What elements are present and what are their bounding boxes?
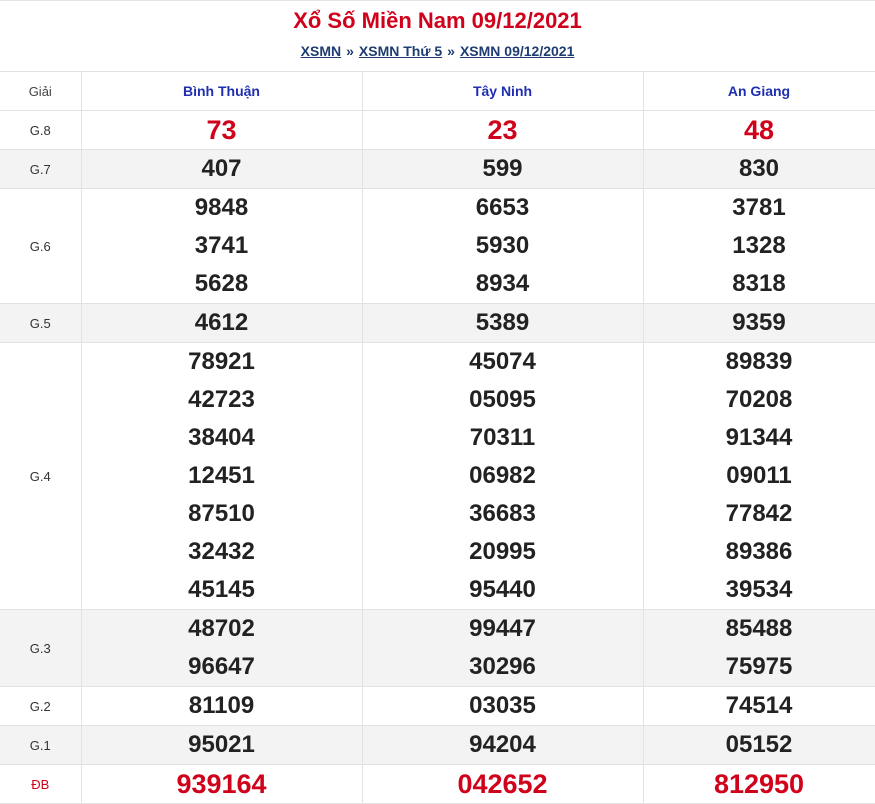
page-title: Xổ Số Miền Nam 09/12/2021 (293, 8, 582, 33)
prize-row (0, 343, 875, 610)
prize-number: 99447 (469, 615, 536, 642)
prize-number: 48 (743, 115, 775, 145)
prize-number: 70208 (725, 386, 793, 413)
prize-number: 85488 (725, 615, 793, 642)
prize-cell (81, 304, 362, 343)
prize-number: 9848 (194, 194, 249, 221)
prize-number: 1328 (732, 232, 786, 259)
prize-cell (81, 343, 362, 610)
prize-table-body (0, 111, 875, 804)
prize-cell (643, 610, 875, 687)
prize-number: 12451 (188, 462, 255, 489)
prize-number: 74514 (725, 692, 793, 719)
prize-column-header: Giải (0, 72, 81, 111)
prize-cell (643, 189, 875, 304)
prize-number: 32432 (188, 538, 255, 565)
prize-cell (81, 765, 362, 804)
prize-row (0, 726, 875, 765)
prize-number: 5930 (475, 232, 530, 259)
province-header-tay-ninh[interactable]: Tây Ninh (362, 72, 643, 111)
table-header-row (0, 72, 875, 111)
results-table (0, 71, 875, 804)
prize-number: 89839 (725, 348, 793, 375)
prize-cell (81, 111, 362, 150)
prize-cell (81, 189, 362, 304)
prize-cell (81, 687, 362, 726)
prize-cell (643, 765, 875, 804)
prize-label: G.8 (0, 111, 81, 150)
prize-row (0, 111, 875, 150)
prize-number: 78921 (188, 348, 255, 375)
prize-number: 94204 (469, 731, 536, 758)
prize-number: 87510 (188, 500, 255, 527)
breadcrumb-separator: » (447, 43, 455, 59)
prize-number: 30296 (469, 653, 536, 680)
prize-row (0, 610, 875, 687)
prize-cell (643, 726, 875, 765)
prize-cell (643, 343, 875, 610)
prize-label: G.5 (0, 304, 81, 343)
prize-row (0, 687, 875, 726)
prize-number: 70311 (469, 424, 536, 451)
prize-number: 042652 (457, 769, 548, 799)
prize-row (0, 189, 875, 304)
prize-number: 05152 (725, 731, 793, 758)
prize-number: 599 (482, 155, 523, 182)
prize-cell (643, 687, 875, 726)
prize-label: G.6 (0, 189, 81, 304)
prize-number: 45074 (469, 348, 536, 375)
prize-number: 939164 (176, 769, 267, 799)
prize-cell (362, 189, 643, 304)
province-header-an-giang[interactable]: An Giang (643, 72, 875, 111)
prize-number: 812950 (713, 769, 805, 799)
prize-cell (81, 610, 362, 687)
prize-number: 42723 (188, 386, 255, 413)
prize-cell (643, 150, 875, 189)
prize-label: G.7 (0, 150, 81, 189)
prize-number: 5389 (475, 309, 530, 336)
prize-number: 06982 (469, 462, 536, 489)
prize-cell (362, 610, 643, 687)
prize-row (0, 765, 875, 804)
prize-number: 36683 (469, 500, 536, 527)
prize-row (0, 304, 875, 343)
prize-number: 6653 (475, 194, 530, 221)
breadcrumb-link-xsmn-thu5[interactable]: XSMN Thứ 5 (358, 43, 443, 59)
prize-number: 830 (738, 155, 780, 182)
prize-cell (643, 111, 875, 150)
prize-label: G.4 (0, 343, 81, 610)
prize-cell (362, 765, 643, 804)
prize-number: 9359 (732, 309, 786, 336)
prize-number: 73 (206, 115, 237, 145)
prize-number: 48702 (188, 615, 255, 642)
breadcrumb-separator: » (346, 43, 354, 59)
prize-cell (362, 726, 643, 765)
prize-number: 03035 (469, 692, 536, 719)
prize-number: 4612 (194, 309, 249, 336)
prize-cell (362, 343, 643, 610)
prize-cell (362, 687, 643, 726)
prize-number: 8934 (475, 270, 530, 297)
prize-row (0, 150, 875, 189)
prize-number: 77842 (725, 500, 793, 527)
breadcrumb-link-xsmn-date[interactable]: XSMN 09/12/2021 (459, 43, 575, 59)
prize-number: 96647 (188, 653, 255, 680)
prize-number: 09011 (726, 462, 792, 489)
prize-number: 39534 (725, 576, 793, 603)
breadcrumb-link-xsmn[interactable]: XSMN (300, 43, 342, 59)
prize-number: 3781 (732, 194, 786, 221)
province-header-binh-thuan[interactable]: Bình Thuận (81, 72, 362, 111)
prize-number: 81109 (188, 692, 255, 719)
prize-number: 45145 (188, 576, 255, 603)
prize-number: 23 (487, 115, 518, 145)
prize-number: 5628 (194, 270, 249, 297)
prize-cell (643, 304, 875, 343)
prize-cell (81, 726, 362, 765)
prize-label: ĐB (0, 765, 81, 804)
prize-number: 3741 (194, 232, 249, 259)
prize-label: G.3 (0, 610, 81, 687)
prize-cell (81, 150, 362, 189)
prize-number: 05095 (469, 386, 536, 413)
prize-number: 75975 (725, 653, 793, 680)
prize-label: G.1 (0, 726, 81, 765)
prize-number: 95021 (188, 731, 255, 758)
prize-cell (362, 304, 643, 343)
prize-number: 91344 (725, 424, 793, 451)
prize-cell (362, 111, 643, 150)
prize-number: 407 (201, 155, 242, 182)
breadcrumb (0, 42, 875, 60)
page-header (0, 0, 875, 71)
prize-cell (362, 150, 643, 189)
prize-number: 8318 (732, 270, 786, 297)
prize-label: G.2 (0, 687, 81, 726)
prize-number: 95440 (469, 576, 536, 603)
prize-number: 20995 (469, 538, 536, 565)
prize-number: 38404 (188, 424, 255, 451)
prize-number: 89386 (725, 538, 793, 565)
